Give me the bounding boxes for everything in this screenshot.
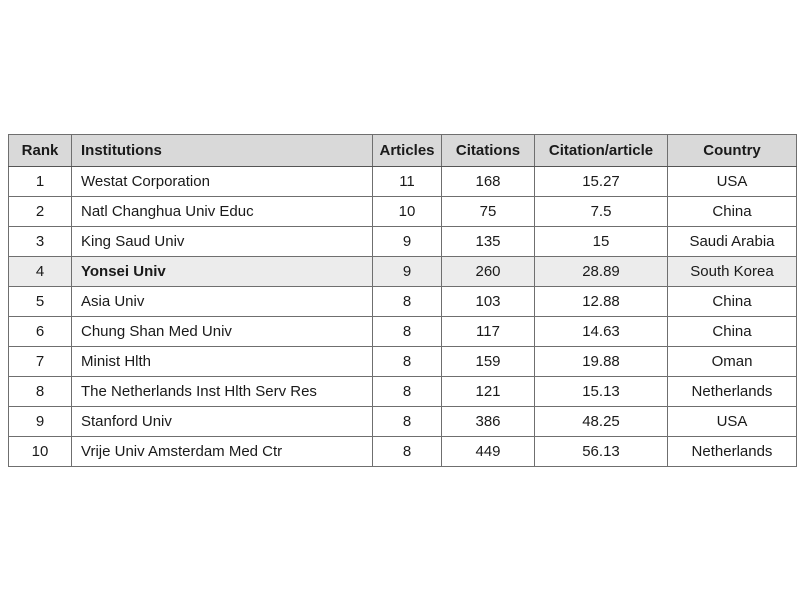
cell-citations: 260 <box>442 257 535 287</box>
cell-citations: 121 <box>442 377 535 407</box>
cell-country: China <box>668 287 797 317</box>
cell-citations: 117 <box>442 317 535 347</box>
header-row <box>9 135 797 167</box>
cell-citation-per-article: 12.88 <box>535 287 668 317</box>
table-row <box>9 167 797 197</box>
cell-citation-per-article: 28.89 <box>535 257 668 287</box>
table-row <box>9 347 797 377</box>
institutions-table-container <box>8 134 793 467</box>
table-row-highlighted <box>9 257 797 287</box>
header-institutions: Institutions <box>72 135 373 167</box>
cell-articles: 8 <box>373 347 442 377</box>
cell-institution: Westat Corporation <box>72 167 373 197</box>
header-articles: Articles <box>373 135 442 167</box>
cell-institution: The Netherlands Inst Hlth Serv Res <box>72 377 373 407</box>
cell-institution: Vrije Univ Amsterdam Med Ctr <box>72 437 373 467</box>
cell-rank: 5 <box>9 287 72 317</box>
cell-country: China <box>668 317 797 347</box>
header-rank: Rank <box>9 135 72 167</box>
cell-citation-per-article: 15.13 <box>535 377 668 407</box>
cell-citations: 386 <box>442 407 535 437</box>
cell-rank: 4 <box>9 257 72 287</box>
cell-citations: 75 <box>442 197 535 227</box>
cell-institution: Chung Shan Med Univ <box>72 317 373 347</box>
cell-articles: 8 <box>373 317 442 347</box>
cell-citation-per-article: 19.88 <box>535 347 668 377</box>
cell-articles: 9 <box>373 257 442 287</box>
table-row <box>9 317 797 347</box>
table-row <box>9 227 797 257</box>
table-row <box>9 437 797 467</box>
cell-citations: 159 <box>442 347 535 377</box>
cell-articles: 10 <box>373 197 442 227</box>
table-row <box>9 407 797 437</box>
cell-country: Netherlands <box>668 437 797 467</box>
table-row <box>9 377 797 407</box>
cell-rank: 6 <box>9 317 72 347</box>
cell-rank: 2 <box>9 197 72 227</box>
cell-country: Netherlands <box>668 377 797 407</box>
cell-citations: 135 <box>442 227 535 257</box>
cell-rank: 8 <box>9 377 72 407</box>
cell-institution: Stanford Univ <box>72 407 373 437</box>
cell-citation-per-article: 56.13 <box>535 437 668 467</box>
header-country: Country <box>668 135 797 167</box>
table-row <box>9 287 797 317</box>
table-header <box>9 135 797 167</box>
cell-citations: 103 <box>442 287 535 317</box>
cell-country: USA <box>668 407 797 437</box>
institutions-table <box>8 134 797 467</box>
cell-institution: King Saud Univ <box>72 227 373 257</box>
cell-articles: 8 <box>373 287 442 317</box>
cell-country: Saudi Arabia <box>668 227 797 257</box>
header-citation-per-article: Citation/article <box>535 135 668 167</box>
cell-articles: 8 <box>373 437 442 467</box>
header-citations: Citations <box>442 135 535 167</box>
cell-citations: 449 <box>442 437 535 467</box>
cell-citation-per-article: 15 <box>535 227 668 257</box>
table-row <box>9 197 797 227</box>
cell-rank: 10 <box>9 437 72 467</box>
cell-country: China <box>668 197 797 227</box>
cell-country: USA <box>668 167 797 197</box>
cell-institution: Natl Changhua Univ Educ <box>72 197 373 227</box>
cell-rank: 3 <box>9 227 72 257</box>
cell-citation-per-article: 7.5 <box>535 197 668 227</box>
cell-citation-per-article: 48.25 <box>535 407 668 437</box>
cell-institution: Yonsei Univ <box>72 257 373 287</box>
cell-articles: 8 <box>373 407 442 437</box>
cell-citation-per-article: 14.63 <box>535 317 668 347</box>
cell-rank: 9 <box>9 407 72 437</box>
cell-citations: 168 <box>442 167 535 197</box>
cell-rank: 7 <box>9 347 72 377</box>
cell-articles: 11 <box>373 167 442 197</box>
cell-articles: 9 <box>373 227 442 257</box>
cell-rank: 1 <box>9 167 72 197</box>
cell-citation-per-article: 15.27 <box>535 167 668 197</box>
cell-articles: 8 <box>373 377 442 407</box>
cell-institution: Asia Univ <box>72 287 373 317</box>
cell-country: Oman <box>668 347 797 377</box>
cell-country: South Korea <box>668 257 797 287</box>
table-body <box>9 167 797 467</box>
cell-institution: Minist Hlth <box>72 347 373 377</box>
